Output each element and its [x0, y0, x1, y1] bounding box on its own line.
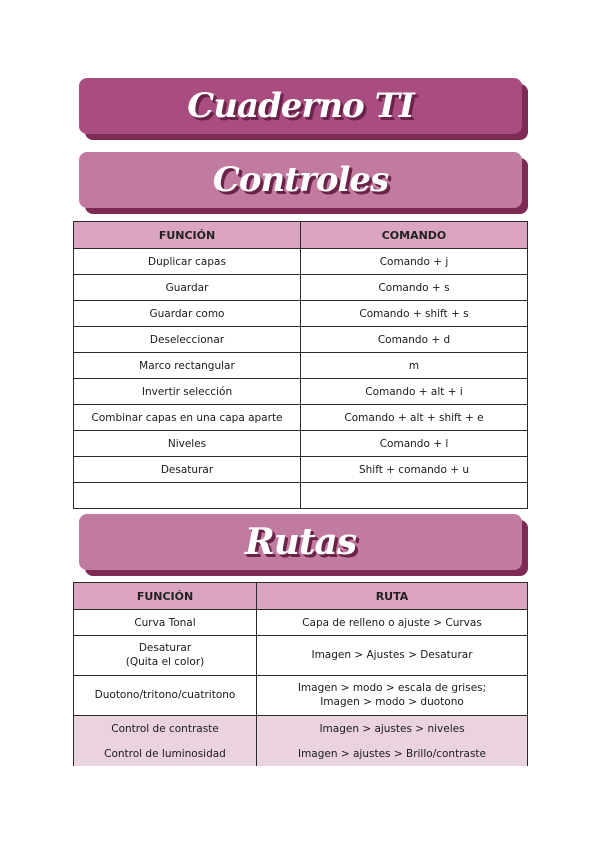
cell-funcion: Desaturar	[74, 457, 301, 483]
cell-ruta: Capa de relleno o ajuste > Curvas	[257, 610, 528, 636]
cell-comando: Comando + alt + i	[301, 379, 528, 405]
page-title: Cuaderno TI	[187, 86, 414, 126]
cell-funcion: Guardar	[74, 275, 301, 301]
cell-comando: Comando + shift + s	[301, 301, 528, 327]
cell-funcion: Control de luminosidad	[74, 741, 257, 766]
column-header-comando: COMANDO	[301, 222, 528, 249]
cell-ruta: Imagen > modo > escala de grises; Imagen > modo > duotono	[257, 676, 528, 716]
cell-ruta: Imagen > ajustes > Brillo/contraste	[257, 741, 528, 766]
cell-funcion: Guardar como	[74, 301, 301, 327]
cell-funcion: Curva Tonal	[74, 610, 257, 636]
cell-comando: Comando + s	[301, 275, 528, 301]
cell-funcion: Invertir selección	[74, 379, 301, 405]
cell-funcion: Duplicar capas	[74, 249, 301, 275]
cell-comando: Comando + l	[301, 431, 528, 457]
cell-comando: m	[301, 353, 528, 379]
cell-funcion: Niveles	[74, 431, 301, 457]
cell-funcion: Duotono/tritono/cuatritono	[74, 676, 257, 716]
cell-funcion: Control de contraste	[74, 716, 257, 742]
cell-comando: Comando + alt + shift + e	[301, 405, 528, 431]
section-title-controles: Controles	[212, 160, 389, 200]
page-title-banner	[79, 78, 522, 134]
column-header-funcion: FUNCIÓN	[74, 583, 257, 610]
cell-ruta: Imagen > Ajustes > Desaturar	[257, 636, 528, 676]
column-header-ruta: RUTA	[257, 583, 528, 610]
section-banner-controles	[79, 152, 522, 208]
cell-ruta: Imagen > ajustes > niveles	[257, 716, 528, 742]
cell-funcion: Combinar capas en una capa aparte	[74, 405, 301, 431]
column-header-funcion: FUNCIÓN	[74, 222, 301, 249]
section-banner-rutas	[79, 514, 522, 570]
cell-funcion: Deseleccionar	[74, 327, 301, 353]
cell-funcion: Marco rectangular	[74, 353, 301, 379]
cell-comando: Shift + comando + u	[301, 457, 528, 483]
cell-comando: Comando + j	[301, 249, 528, 275]
cell-funcion: Desaturar (Quita el color)	[74, 636, 257, 676]
cell-comando: Comando + d	[301, 327, 528, 353]
section-title-rutas: Rutas	[244, 521, 357, 563]
